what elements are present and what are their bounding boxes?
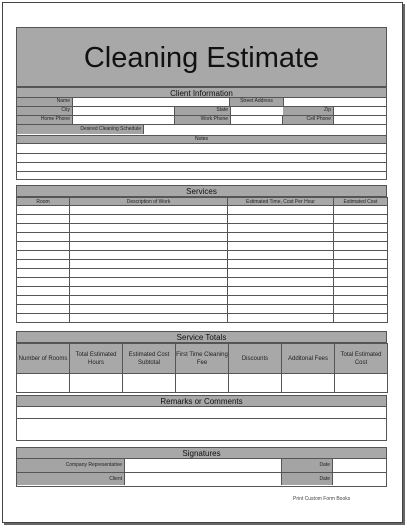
- services-cell-description[interactable]: [70, 251, 228, 260]
- services-cell-estimated-cost[interactable]: [334, 269, 388, 278]
- totals-col-discounts: Discounts: [229, 344, 282, 374]
- services-row: [17, 233, 388, 242]
- footer-credit: Print Custom Form Books: [293, 496, 351, 502]
- street-address-label: Street Address: [230, 98, 283, 106]
- services-cell-description[interactable]: [70, 233, 228, 242]
- remarks-header: Remarks or Comments: [16, 395, 387, 407]
- notes-header: Notes: [16, 136, 387, 144]
- services-cell-estimated-cost[interactable]: [334, 296, 388, 305]
- services-cell-description[interactable]: [70, 278, 228, 287]
- service-totals-table: [16, 343, 388, 393]
- col-description: Description of Work: [70, 198, 228, 206]
- services-cell-estimated-cost[interactable]: [334, 251, 388, 260]
- name-field[interactable]: [72, 98, 230, 106]
- totals-first-fee-field[interactable]: [176, 374, 229, 393]
- services-cell-description[interactable]: [70, 260, 228, 269]
- col-room: Room: [17, 198, 70, 206]
- totals-total-field[interactable]: [335, 374, 388, 393]
- services-cell-time-cost[interactable]: [228, 260, 334, 269]
- services-row: [17, 251, 388, 260]
- services-cell-time-cost[interactable]: [228, 287, 334, 296]
- rep-date-field[interactable]: [332, 459, 386, 472]
- services-cell-time-cost[interactable]: [228, 224, 334, 233]
- services-cell-room[interactable]: [17, 296, 70, 305]
- totals-subtotal-field[interactable]: [123, 374, 176, 393]
- home-phone-label: Home Phone: [17, 116, 72, 124]
- services-cell-description[interactable]: [70, 287, 228, 296]
- totals-rooms-field[interactable]: [17, 374, 70, 393]
- remarks-area[interactable]: [16, 407, 387, 441]
- services-cell-estimated-cost[interactable]: [334, 215, 388, 224]
- services-row: [17, 287, 388, 296]
- services-cell-room[interactable]: [17, 305, 70, 314]
- rep-label: Company Representative: [17, 459, 124, 472]
- services-cell-description[interactable]: [70, 296, 228, 305]
- services-cell-time-cost[interactable]: [228, 314, 334, 323]
- services-cell-time-cost[interactable]: [228, 206, 334, 215]
- col-estimated-cost: Estimated Cost: [334, 198, 388, 206]
- services-header: Services: [16, 185, 387, 197]
- services-cell-estimated-cost[interactable]: [334, 233, 388, 242]
- totals-discounts-field[interactable]: [229, 374, 282, 393]
- services-cell-description[interactable]: [70, 305, 228, 314]
- services-cell-description[interactable]: [70, 224, 228, 233]
- services-row: [17, 242, 388, 251]
- services-row: [17, 296, 388, 305]
- city-field[interactable]: [72, 107, 175, 115]
- totals-hours-field[interactable]: [70, 374, 123, 393]
- services-row: [17, 224, 388, 233]
- totals-col-additional-fees: Additonal Fees: [282, 344, 335, 374]
- totals-col-subtotal: Estimated Cost Subtotal: [123, 344, 176, 374]
- client-info-header: Client Information: [16, 87, 387, 98]
- notes-area[interactable]: [16, 144, 387, 180]
- services-cell-time-cost[interactable]: [228, 242, 334, 251]
- services-cell-description[interactable]: [70, 215, 228, 224]
- cell-phone-label: Cell Phone: [283, 116, 333, 124]
- services-cell-time-cost[interactable]: [228, 278, 334, 287]
- client-signature-field[interactable]: [124, 473, 282, 485]
- services-cell-room[interactable]: [17, 314, 70, 323]
- totals-col-total: Total Estimated Cost: [335, 344, 388, 374]
- services-cell-description[interactable]: [70, 242, 228, 251]
- services-table: [16, 197, 388, 323]
- zip-label: Zip: [283, 107, 333, 115]
- service-totals-header: Service Totals: [16, 331, 387, 343]
- services-cell-room[interactable]: [17, 260, 70, 269]
- services-cell-description[interactable]: [70, 206, 228, 215]
- services-cell-time-cost[interactable]: [228, 233, 334, 242]
- services-row: [17, 269, 388, 278]
- zip-field[interactable]: [333, 107, 386, 115]
- services-cell-room[interactable]: [17, 242, 70, 251]
- services-cell-time-cost[interactable]: [228, 296, 334, 305]
- services-row: [17, 278, 388, 287]
- services-cell-time-cost[interactable]: [228, 251, 334, 260]
- client-date-field[interactable]: [332, 473, 386, 485]
- city-label: City: [17, 107, 72, 115]
- client-date-label: Date: [282, 473, 332, 485]
- cleaning-estimate-form: [2, 2, 403, 523]
- services-cell-room[interactable]: [17, 278, 70, 287]
- work-phone-label: Work Phone: [175, 116, 230, 124]
- services-cell-estimated-cost[interactable]: [334, 278, 388, 287]
- col-time-cost: Estimated Time, Cost Per Hour: [228, 198, 334, 206]
- services-cell-room[interactable]: [17, 251, 70, 260]
- services-cell-estimated-cost[interactable]: [334, 260, 388, 269]
- client-info-block: [16, 98, 387, 136]
- services-cell-estimated-cost[interactable]: [334, 224, 388, 233]
- services-cell-room[interactable]: [17, 269, 70, 278]
- services-cell-estimated-cost[interactable]: [334, 242, 388, 251]
- totals-col-rooms: Number of Rooms: [17, 344, 70, 374]
- services-cell-estimated-cost[interactable]: [334, 314, 388, 323]
- services-cell-room[interactable]: [17, 287, 70, 296]
- signatures-header: Signatures: [16, 447, 387, 459]
- services-cell-estimated-cost[interactable]: [334, 287, 388, 296]
- totals-col-hours: Total Estimated Hours: [70, 344, 123, 374]
- services-row: [17, 206, 388, 215]
- services-cell-time-cost[interactable]: [228, 215, 334, 224]
- rep-date-label: Date: [282, 459, 332, 472]
- home-phone-field[interactable]: [72, 116, 175, 124]
- services-cell-room[interactable]: [17, 233, 70, 242]
- totals-col-first-fee: First Time Cleaning Fee: [176, 344, 229, 374]
- services-cell-time-cost[interactable]: [228, 269, 334, 278]
- signatures-block: [16, 459, 387, 487]
- name-label: Name: [17, 98, 72, 106]
- cleaning-schedule-label: Desired Cleaning Schedule: [17, 125, 143, 134]
- services-row: [17, 215, 388, 224]
- services-cell-estimated-cost[interactable]: [334, 206, 388, 215]
- rep-signature-field[interactable]: [124, 459, 282, 472]
- services-cell-estimated-cost[interactable]: [334, 305, 388, 314]
- services-cell-room[interactable]: [17, 215, 70, 224]
- services-cell-time-cost[interactable]: [228, 305, 334, 314]
- cleaning-schedule-field[interactable]: [143, 125, 386, 134]
- services-row: [17, 260, 388, 269]
- services-cell-room[interactable]: [17, 224, 70, 233]
- totals-additional-fees-field[interactable]: [282, 374, 335, 393]
- street-address-field[interactable]: [283, 98, 386, 106]
- client-label: Client: [17, 473, 124, 485]
- form-title: Cleaning Estimate: [16, 27, 387, 87]
- state-label: State: [175, 107, 230, 115]
- services-cell-description[interactable]: [70, 269, 228, 278]
- services-row: [17, 305, 388, 314]
- work-phone-field[interactable]: [230, 116, 283, 124]
- services-cell-description[interactable]: [70, 314, 228, 323]
- cell-phone-field[interactable]: [333, 116, 386, 124]
- services-row: [17, 314, 388, 323]
- services-cell-room[interactable]: [17, 206, 70, 215]
